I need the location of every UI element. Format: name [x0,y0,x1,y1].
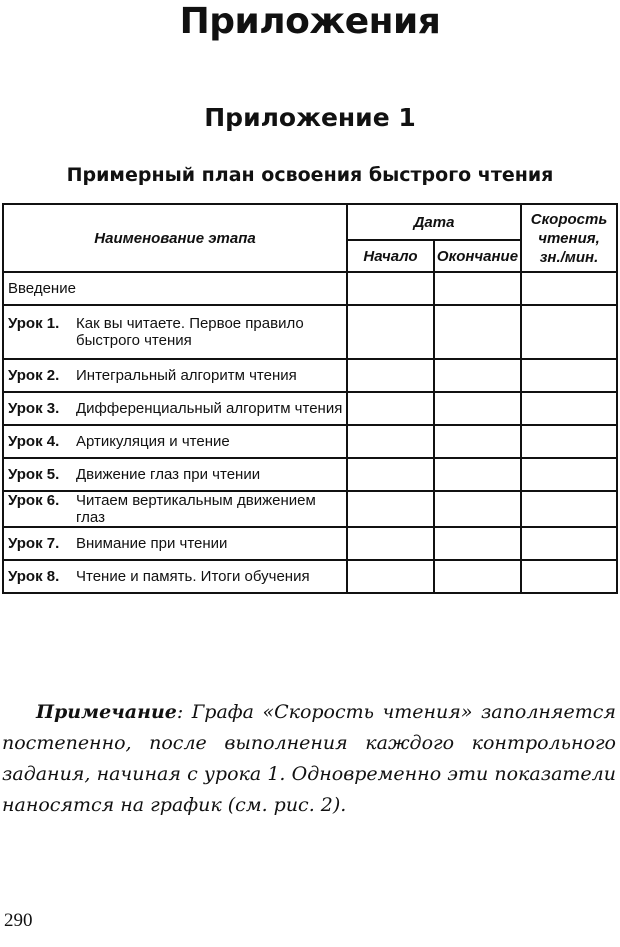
lesson-cell [3,560,347,593]
end-cell [434,272,521,305]
speed-cell [521,425,617,458]
lesson-title: Читаем вертикальным движением глаз [76,492,316,526]
lesson-cell [3,359,347,392]
lesson-title: Как вы читаете. Первое правило быстрого чтения [76,315,304,349]
table-row [3,560,617,593]
page-heading: Приложения [179,1,441,42]
start-cell [347,392,434,425]
table-row [3,272,617,305]
end-cell [434,392,521,425]
lesson-title: Чтение и память. Итоги обучения [76,568,310,585]
header-speed-line1: Скорость [530,210,608,228]
end-cell [434,491,521,527]
header-speed-line2: чтения, [538,229,600,247]
speed-cell [521,527,617,560]
start-cell [347,491,434,527]
lesson-cell [3,491,347,527]
note-text: : Графа «Скорость чтения» заполняется постепенно, после выполнения каждого контрольного задания, начиная с урока 1. Одновременно эти показатели наносятся на график (см. рис. 2). [2,701,616,816]
table-row [3,359,617,392]
table-title: Примерный план освоения быстрого чтения [66,164,554,186]
end-cell [434,458,521,491]
speed-cell [521,491,617,527]
appendix-title: Приложение 1 [204,103,416,132]
header-speed-line3: зн./мин. [539,248,599,266]
lesson-number: Урок 7. [8,535,60,552]
end-cell [434,359,521,392]
speed-cell [521,458,617,491]
lesson-title: Дифференциальный алгоритм чтения [76,400,343,417]
speed-cell [521,272,617,305]
lesson-cell [3,458,347,491]
lesson-number: Урок 3. [8,400,60,417]
start-cell [347,527,434,560]
end-cell [434,560,521,593]
start-cell [347,305,434,359]
lesson-cell [3,305,347,359]
note-paragraph [2,697,616,821]
start-cell [347,359,434,392]
lesson-number: Урок 2. [8,367,60,384]
table-row [3,392,617,425]
speed-cell [521,305,617,359]
speed-cell [521,560,617,593]
note-label: Примечание [36,701,177,723]
table-row [3,305,617,359]
lesson-title: Артикуляция и чтение [76,433,230,450]
end-cell [434,305,521,359]
start-cell [347,272,434,305]
end-cell [434,527,521,560]
speed-cell [521,392,617,425]
lesson-cell [3,425,347,458]
table-row [3,527,617,560]
header-stage-name: Наименование этапа [3,204,347,272]
study-plan-table [2,203,618,594]
lesson-number: Урок 6. [8,492,60,509]
table-row [3,458,617,491]
header-date: Дата [347,204,521,240]
table-row [3,491,617,527]
lesson-number: Урок 8. [8,568,60,585]
lesson-title: Внимание при чтении [76,535,228,552]
end-cell [434,425,521,458]
lesson-title: Интегральный алгоритм чтения [76,367,297,384]
lesson-title: Движение глаз при чтении [76,466,261,483]
lesson-number: Урок 4. [8,433,60,450]
header-start: Начало [347,240,434,272]
lesson-number: Урок 5. [8,466,60,483]
lesson-number: Урок 1. [8,315,60,332]
table-row [3,425,617,458]
header-speed [521,204,617,272]
lesson-cell [3,392,347,425]
header-end: Окончание [434,240,521,272]
intro-cell: Введение [3,272,347,305]
start-cell [347,425,434,458]
lesson-cell [3,527,347,560]
start-cell [347,458,434,491]
speed-cell [521,359,617,392]
start-cell [347,560,434,593]
page-number: 290 [4,910,33,931]
